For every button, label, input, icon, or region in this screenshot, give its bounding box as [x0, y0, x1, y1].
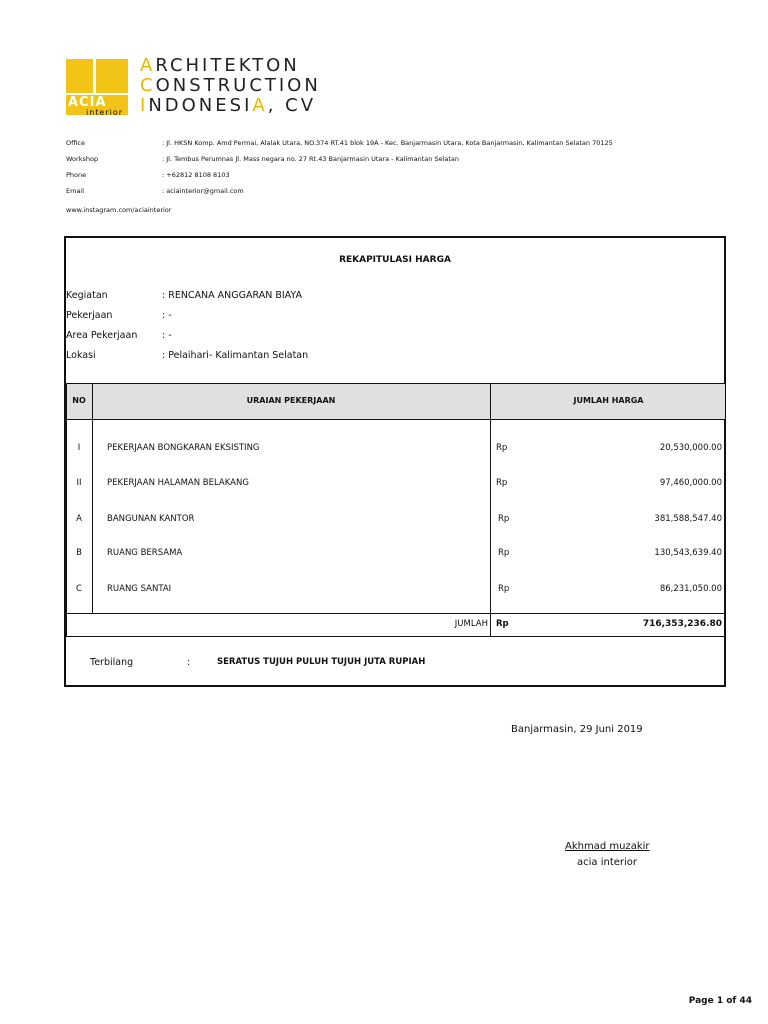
page-number: Page 1 of 44	[688, 996, 752, 1006]
place-date: Banjarmasin, 29 Juni 2019	[511, 724, 643, 735]
company-name-line-3: INDONESIA, CV	[140, 95, 317, 116]
row-2-no: II	[76, 478, 82, 488]
meta-kegiatan-label: Kegiatan	[66, 290, 108, 301]
row-1-amount: 20,530,000.00	[659, 443, 722, 453]
contact-office-label: Office	[66, 139, 85, 147]
contact-email-label: Email	[66, 187, 85, 195]
meta-area-value: : -	[162, 330, 172, 341]
row-5-uraian: RUANG SANTAI	[107, 584, 172, 594]
company-logo	[66, 59, 128, 115]
row-1-no: I	[77, 443, 81, 453]
meta-lokasi-label: Lokasi	[66, 350, 96, 361]
company-name-line-2: CONSTRUCTION	[140, 75, 321, 96]
meta-pekerjaan-label: Pekerjaan	[66, 310, 113, 321]
row-5-currency: Rp	[498, 584, 510, 594]
terbilang-value: SERATUS TUJUH PULUH TUJUH JUTA RUPIAH	[217, 657, 426, 667]
contact-workshop-label: Workshop	[66, 155, 99, 163]
row-3-currency: Rp	[498, 514, 510, 524]
terbilang-label: Terbilang	[90, 657, 134, 668]
row-1-uraian: PEKERJAAN BONGKARAN EKSISTING	[107, 443, 260, 453]
meta-pekerjaan-value: : -	[162, 310, 172, 321]
contact-email-value: : aciainterior@gmail.com	[162, 187, 244, 195]
row-3-amount: 381,588,547.40	[654, 514, 722, 524]
meta-kegiatan-value: : RENCANA ANGGARAN BIAYA	[162, 290, 302, 301]
row-5-amount: 86,231,050.00	[659, 584, 722, 594]
row-3-uraian: BANGUNAN KANTOR	[107, 514, 195, 524]
signer-organization: acia interior	[577, 857, 638, 868]
header-jumlah: JUMLAH HARGA	[573, 396, 644, 405]
contact-office-value: : Jl. HKSN Komp. Amd Permai, Alalak Utara, NO.374 RT.41 blok 19A - Kec. Banjarmasin Utara, Kota Banjarmasin, Kalimantan Selatan 70125	[162, 139, 613, 147]
contact-phone-label: Phone	[66, 171, 87, 179]
row-4-uraian: RUANG BERSAMA	[107, 548, 183, 558]
row-3-no: A	[76, 514, 82, 524]
signer-name: Akhmad muzakir	[565, 841, 650, 852]
contact-workshop-value: : Jl. Tembus Perumnas Jl. Mass negara no. 27 Rt.43 Banjarmasin Utara - Kalimantan Selatan	[162, 155, 460, 163]
total-amount: 716,353,236.80	[642, 619, 722, 629]
row-2-amount: 97,460,000.00	[659, 478, 722, 488]
contact-instagram: www.instagram.com/aciainterior	[66, 206, 172, 214]
terbilang-colon: :	[187, 657, 191, 668]
meta-area-label: Area Pekerjaan	[66, 330, 138, 341]
logo-subtitle: interior	[86, 108, 124, 117]
meta-lokasi-value: : Pelaihari- Kalimantan Selatan	[162, 350, 309, 361]
company-name-line-1: ARCHITEKTON	[140, 55, 300, 76]
contact-phone-value: : +62812 8108 8103	[162, 171, 230, 179]
header-uraian: URAIAN PEKERJAAN	[246, 396, 336, 405]
total-label: JUMLAH	[454, 619, 488, 629]
document-title: REKAPITULASI HARGA	[339, 255, 451, 265]
row-4-amount: 130,543,639.40	[654, 548, 722, 558]
header-no: NO	[72, 396, 86, 405]
total-currency: Rp	[496, 619, 509, 629]
row-2-currency: Rp	[496, 478, 508, 488]
row-2-uraian: PEKERJAAN HALAMAN BELAKANG	[107, 478, 249, 488]
logo-brand-text: ACIA	[68, 95, 107, 110]
row-4-currency: Rp	[498, 548, 510, 558]
row-1-currency: Rp	[496, 443, 508, 453]
row-5-no: C	[76, 584, 82, 594]
row-4-no: B	[76, 548, 82, 558]
